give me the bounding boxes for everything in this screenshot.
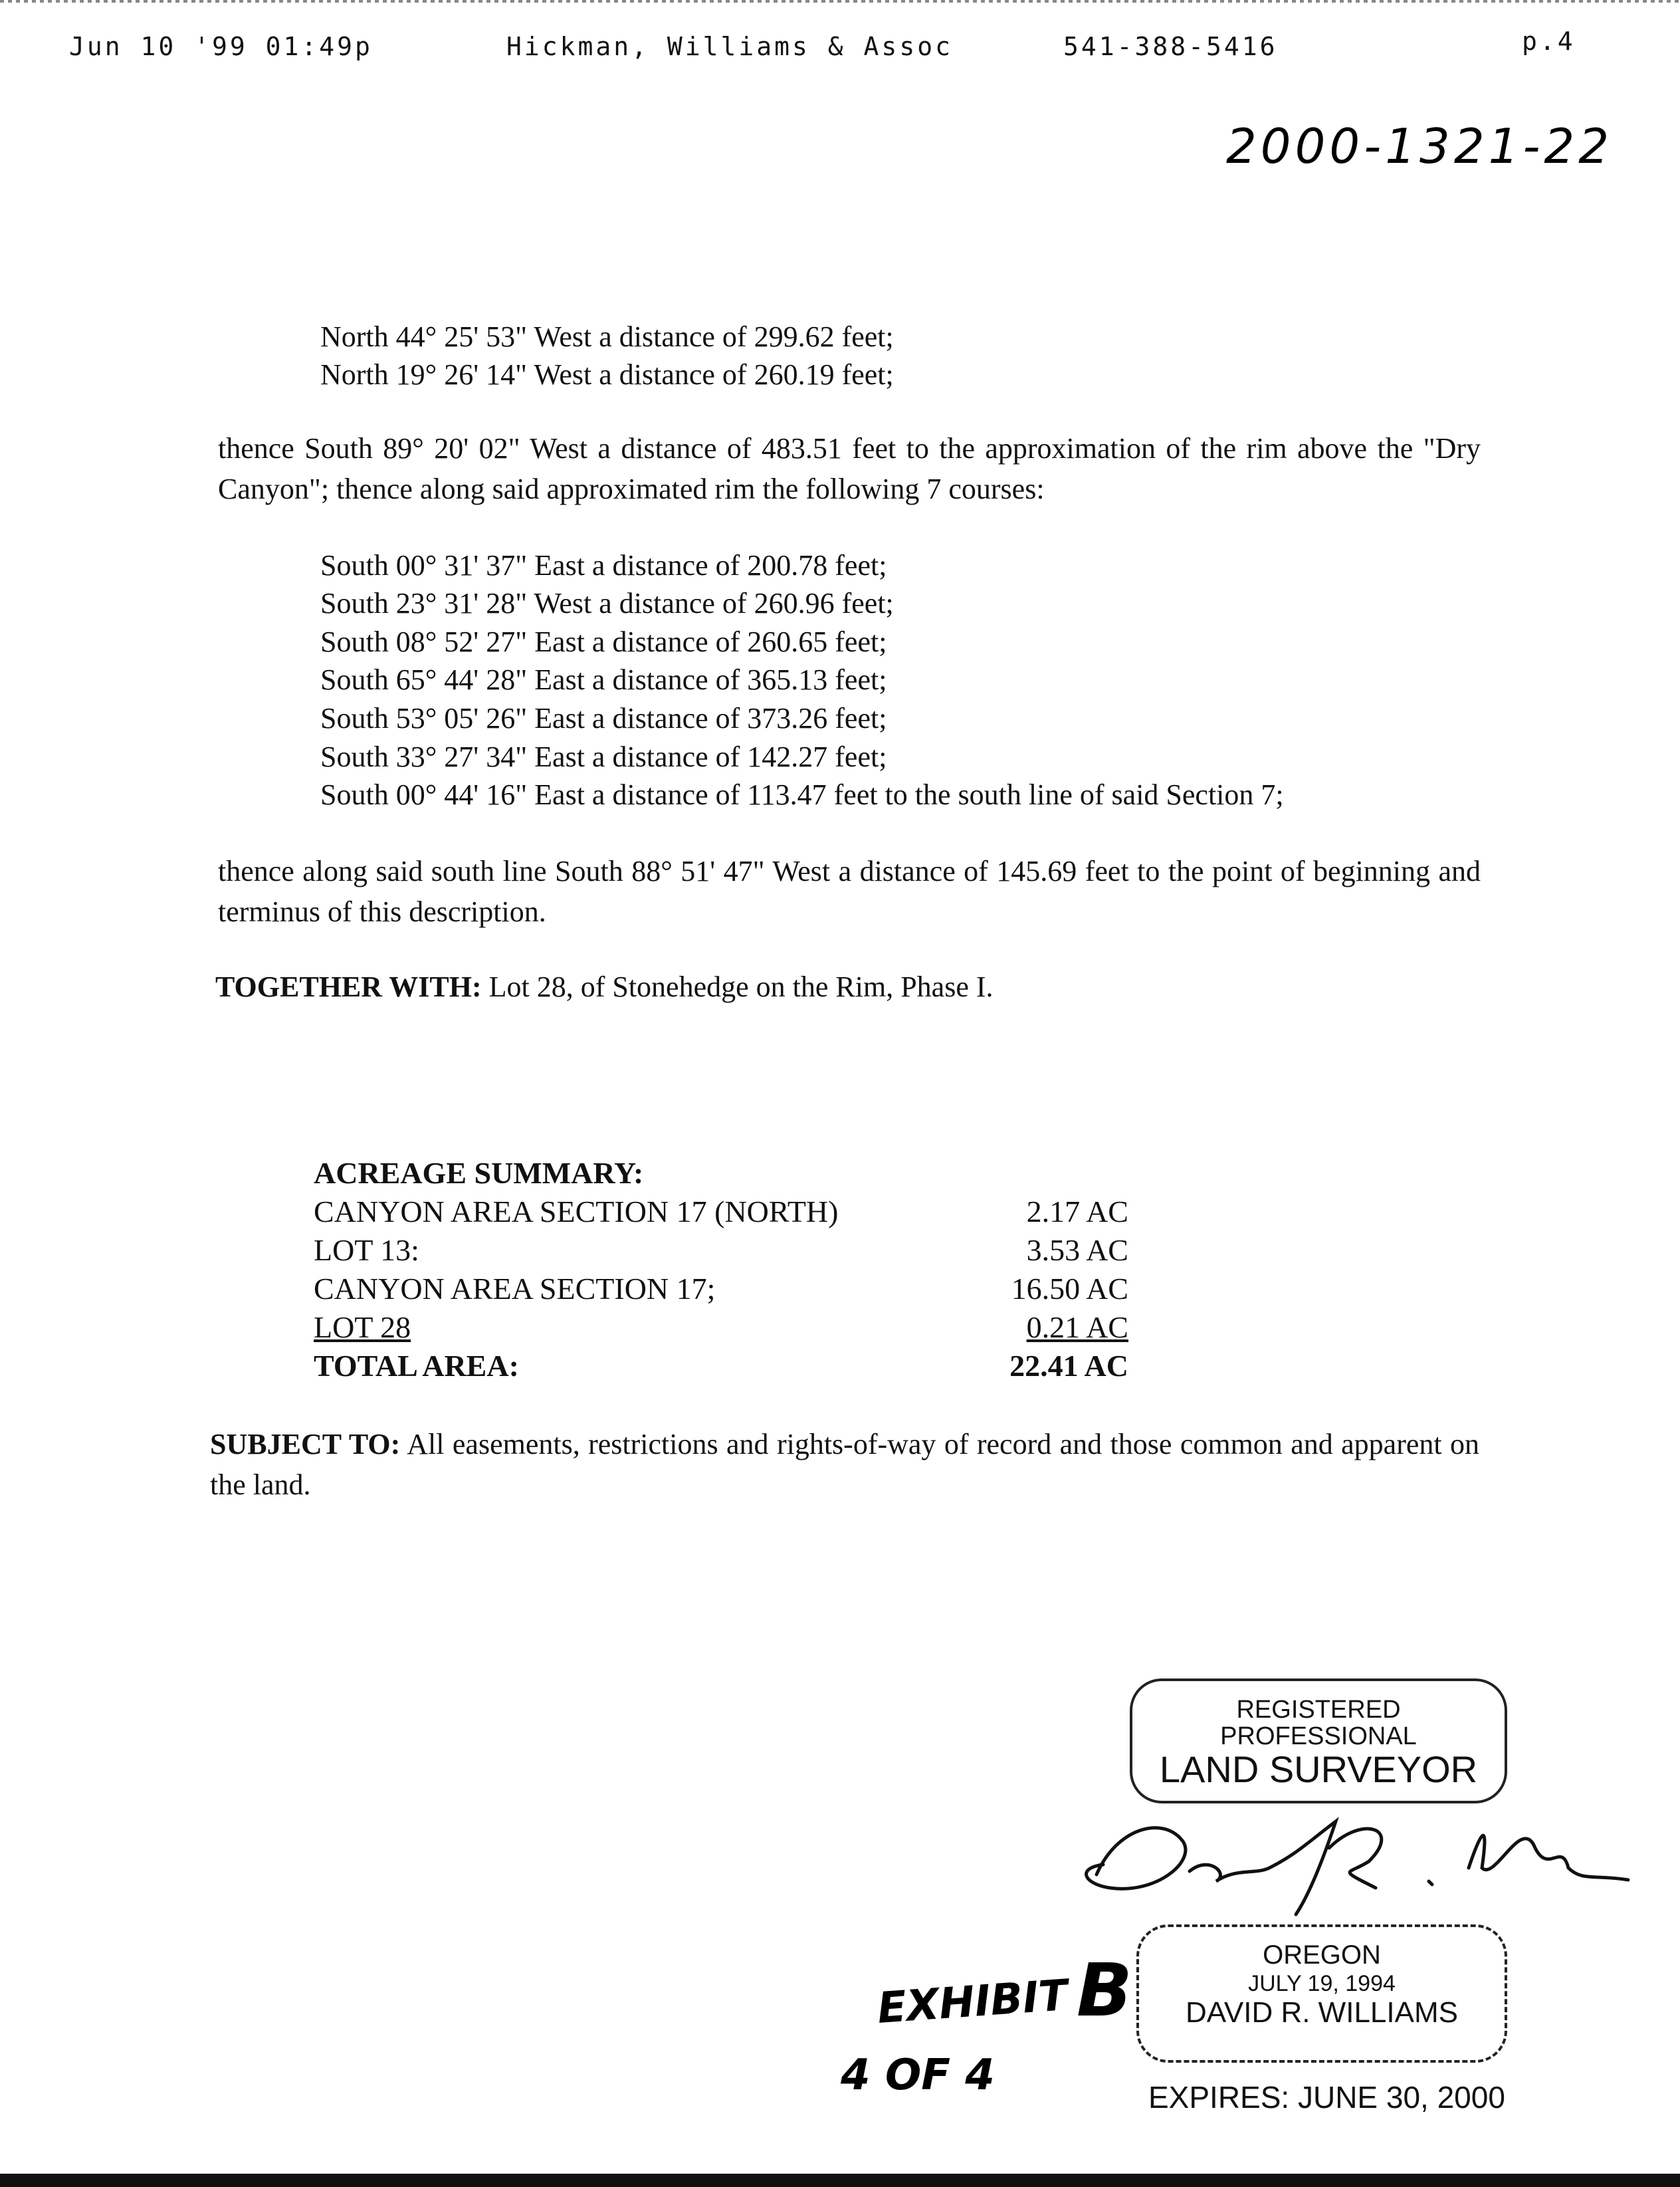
fax-phone-number: 541-388-5416 (1063, 32, 1278, 61)
document-number: 2000-1321-22 (1226, 118, 1614, 174)
subject-to-label: SUBJECT TO: (210, 1428, 401, 1460)
stamp-line: OREGON (1263, 1940, 1381, 1970)
course-line: South 53° 05' 26" East a distance of 373.26 feet; (320, 702, 887, 735)
together-with-label: TOGETHER WITH: (215, 971, 482, 1003)
fax-date-time: Jun 10 '99 01:49p (69, 32, 373, 61)
fax-page-number: p.4 (1522, 27, 1576, 56)
stamp-line: JULY 19, 1994 (1248, 1971, 1396, 1996)
stamp-line: REGISTERED (1236, 1696, 1401, 1724)
stamp-line: DAVID R. WILLIAMS (1186, 1996, 1458, 2029)
course-line: North 44° 25' 53" West a distance of 299.62 feet; (320, 320, 894, 353)
surveyor-stamp (1130, 1678, 1507, 1803)
acreage-row-label: LOT 28 (314, 1310, 411, 1344)
course-line: South 00° 31' 37" East a distance of 200.78 feet; (320, 549, 887, 582)
acreage-row-value: 3.53 AC (1026, 1233, 1128, 1267)
oregon-stamp (1136, 1924, 1507, 2063)
acreage-row-value: 2.17 AC (1026, 1195, 1128, 1228)
course-line: South 00° 44' 16" East a distance of 113.47 feet to the south line of said Section 7; (320, 778, 1284, 811)
paragraph-dry-canyon: thence South 89° 20' 02" West a distance of 483.51 feet to the approximation of the rim above the "Dry Canyon"; thence along said approximated rim the following 7 courses: (218, 432, 1481, 505)
top-dashed-edge (0, 0, 1680, 3)
course-line: South 65° 44' 28" East a distance of 365.13 feet; (320, 663, 887, 696)
exhibit-letter: B (1077, 1948, 1132, 2033)
stamp-expiration: EXPIRES: JUNE 30, 2000 (1148, 2080, 1505, 2115)
subject-to-text: All easements, restrictions and rights-of-way of record and those common and apparent on the land. (210, 1428, 1479, 1501)
acreage-row-label: LOT 13: (314, 1233, 419, 1267)
stamp-line: LAND SURVEYOR (1159, 1748, 1478, 1790)
course-line: South 08° 52' 27" East a distance of 260.65 feet; (320, 626, 887, 658)
together-with (215, 968, 994, 1006)
paragraph-south-line: thence along said south line South 88° 51' 47" West a distance of 145.69 feet to the point of beginning and terminus of this description. (218, 855, 1481, 928)
exhibit-label: EXHIBIT (875, 1971, 1069, 2033)
acreage-row-label: CANYON AREA SECTION 17 (NORTH) (314, 1195, 839, 1228)
stamp-line: PROFESSIONAL (1220, 1722, 1417, 1750)
surveyor-signature (1057, 1801, 1641, 1928)
acreage-total-label: TOTAL AREA: (314, 1349, 519, 1383)
acreage-row-label: CANYON AREA SECTION 17; (314, 1272, 716, 1306)
acreage-row-value: 0.21 AC (1026, 1310, 1128, 1344)
subject-to (210, 1424, 1479, 1505)
course-line: South 23° 31' 28" West a distance of 260.96 feet; (320, 587, 894, 620)
acreage-total-value: 22.41 AC (1009, 1349, 1128, 1383)
acreage-row-value: 16.50 AC (1011, 1272, 1128, 1306)
fax-firm-name: Hickman, Williams & Assoc (506, 32, 953, 61)
bottom-edge-bar (0, 2174, 1680, 2187)
acreage-heading: ACREAGE SUMMARY: (314, 1156, 644, 1190)
course-line: North 19° 26' 14" West a distance of 260.19 feet; (320, 358, 894, 391)
exhibit-page-of: 4 OF 4 (841, 2051, 995, 2100)
together-with-text: Lot 28, of Stonehedge on the Rim, Phase I. (488, 971, 994, 1003)
course-line: South 33° 27' 34" East a distance of 142.27 feet; (320, 741, 887, 773)
